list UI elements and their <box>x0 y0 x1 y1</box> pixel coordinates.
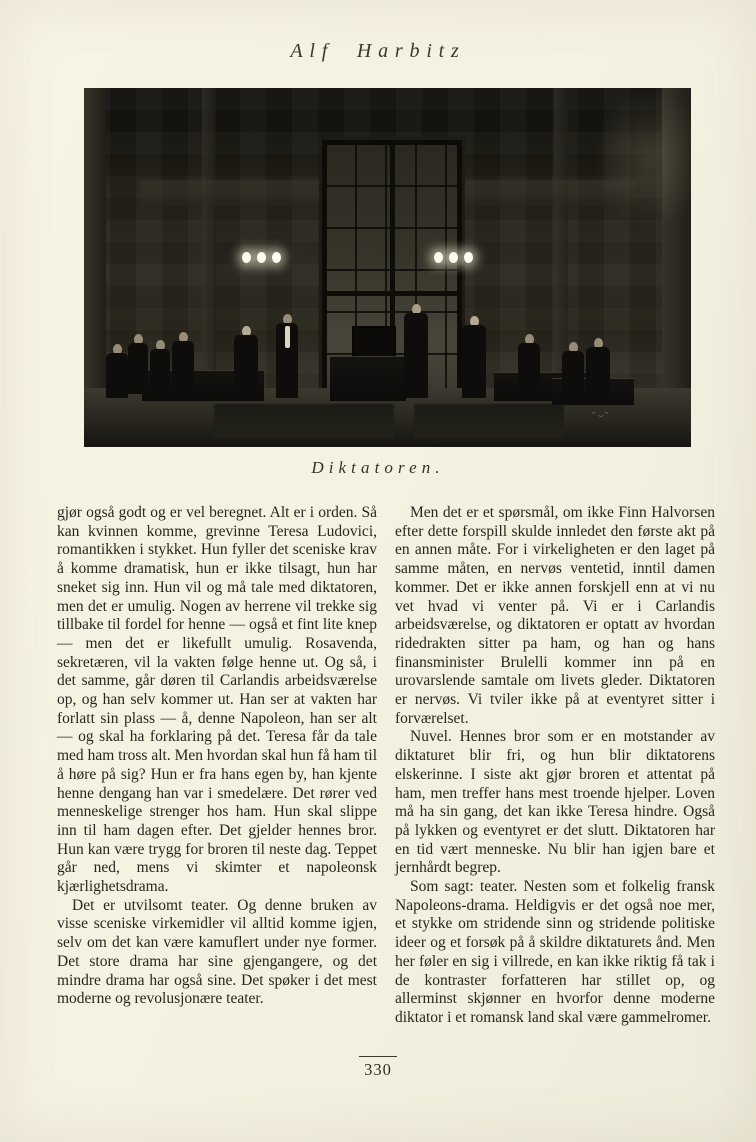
floor-rug <box>214 404 394 438</box>
actor-silhouette <box>462 316 486 398</box>
actor-silhouette <box>562 342 584 398</box>
actor-silhouette <box>150 340 170 396</box>
wall-sconce-right <box>434 248 478 270</box>
paragraph: Som sagt: teater. Nesten som et folkelig fransk Napoleons-drama. Heldigvis er det også noe mer, et stykke om stridende sinn og stridende politiske ideer og et forsøk på å skildre diktaturets ånd. Men her føler en sig i villrede, en kan ikke riktig få tak i de kontraster forfatteren har stillet op, og allerminst skjønner en hvorfor denne moderne diktator i et romansk land skal være gammelromer. <box>395 878 715 1026</box>
actor-silhouette <box>172 332 194 394</box>
article-body <box>57 504 716 1084</box>
paragraph: Nuvel. Hennes bror som er en motstander av diktaturet blir fri, og hun blir diktatorens elskerinne. I siste akt gjør broren et attentat på ham, men treffer hans mest troende hjelper. Loven må ha sin gang, det kan ikke Teresa hindre. Også på lykken og eventyret er det slutt. Diktatoren har en tid vært menneske. Nu blir han igjen bare et jernhårdt begrep. <box>395 728 715 877</box>
actor-tailcoat-man <box>276 314 298 398</box>
window-mullion <box>327 291 457 296</box>
author-running-head: Alf Harbitz <box>290 40 466 62</box>
actor-dictator <box>404 304 428 398</box>
left-column <box>57 504 377 1084</box>
pilaster-left <box>84 88 106 404</box>
photo-caption: Diktatoren. <box>311 458 445 477</box>
actor-silhouette <box>106 344 128 398</box>
sconce-bulb <box>434 252 443 263</box>
photographer-signature: ~ ‿~ <box>592 411 609 417</box>
page-footer <box>0 1056 756 1080</box>
pilaster-mid-left <box>202 88 216 404</box>
footer-rule <box>359 1056 397 1057</box>
actor-silhouette <box>234 326 258 394</box>
stage-desk-center <box>330 356 406 401</box>
sconce-bulb <box>464 252 473 263</box>
stage-photograph <box>84 88 691 447</box>
sconce-bulb <box>449 252 458 263</box>
sconce-bulb <box>272 252 281 263</box>
page-number: 330 <box>364 1060 392 1079</box>
paragraph: Men det er et spørsmål, om ikke Finn Halvorsen efter dette forspill skulde innledet den første akt på en annen måte. For i virkeligheten er den laget på samme måten, en nervøs ventetid, inntil damen kommer. Det er ikke annen forskjell enn at vi nu vet hvad vi venter på. Vi er i Carlandis arbeidsværelse, og diktatoren er optatt av hvordan ridedrakten sitter pa ham, og han og hans finansminister Brulelli kommer inn på en urovarslende samtale om livets gleder. Diktatoren er nervøs. Vi tviler ikke på at eventyret sitter i forværelset. <box>395 504 715 727</box>
actor-silhouette <box>518 334 540 396</box>
right-column <box>395 504 715 1084</box>
paragraph: gjør også godt og er vel beregnet. Alt er i orden. Så kan kvinnen komme, grevinne Teresa Ludovici, romantikken i stykket. Hun fyller det sceniske krav å komme dramatisk, hun er ikke tilsagt, hun har sneket sig inn. Hun vil og må tale med diktatoren, men det er umulig. Nogen av herrene vil trekke sig tillbake til fordel for henne — også et fint lite knep — men det er likefullt umulig. Rosavenda, sekretæren, vil la vakten følge henne ut. Og så, i det samme, går døren til Carlandis arbeidsværelse op, og han selv kommer ut. Han ser at vakten har forlatt sin plass — å, denne Napoleon, han ser alt — og skal ha forklaring på det. Teresa får da tale med ham tross alt. Men hvordan skal hun få ham til å høre på sig? Hun er fra hans egen by, han kjente henne dengang han var i smedelære. Det rører ved menneskelige strenger hos ham. Hun skal slippe inn til ham dagen efter. Det gjelder hennes bror. Hun kan være trygg for broren til neste dag. Teppet går ned, mens vi skimter et napoleonsk kjærlighetsdrama. <box>57 504 377 896</box>
wall-sconce-left <box>242 248 286 270</box>
light-glow <box>571 88 691 258</box>
sconce-bulb <box>242 252 251 263</box>
floor-rug <box>414 404 564 438</box>
actor-silhouette <box>586 338 610 398</box>
paragraph: Det er utvilsomt teater. Og denne bruken av visse sceniske virkemidler vil alltid komme igjen, selv om det kan være kamuflert under nye former. Det store drama har sine gjengangere, og det mindre drama har også sine. Det spøker i det mest moderne og revolusjonære teater. <box>57 896 377 1008</box>
sconce-bulb <box>257 252 266 263</box>
actor-silhouette <box>128 334 148 394</box>
